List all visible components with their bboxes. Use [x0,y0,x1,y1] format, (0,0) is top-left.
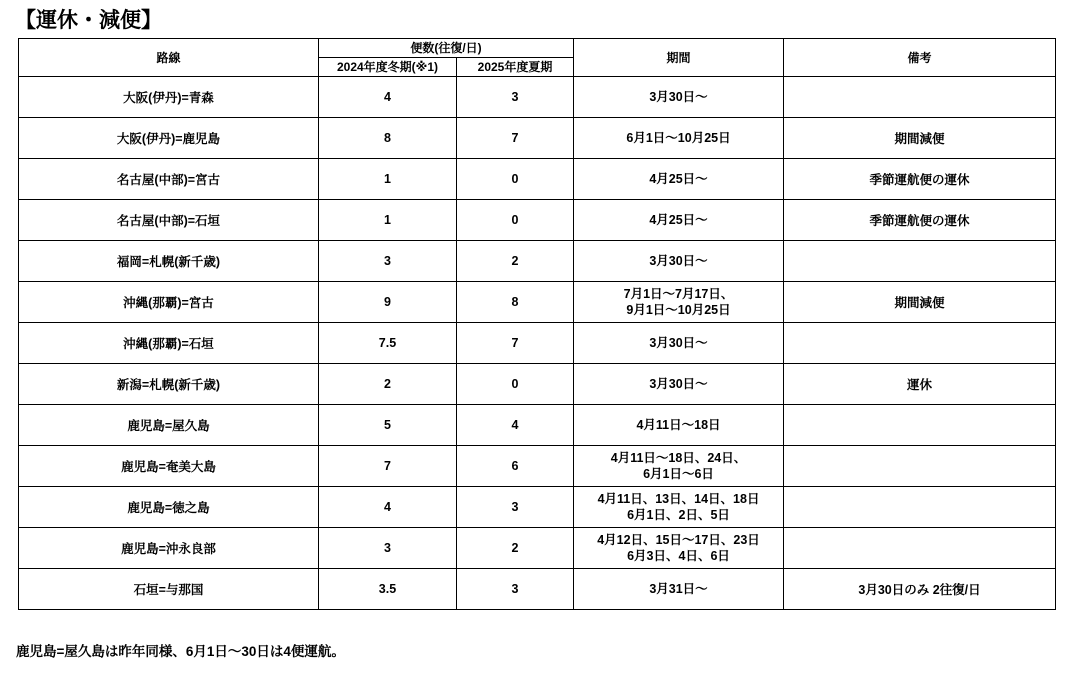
cell-route: 沖縄(那覇)=宮古 [19,282,319,323]
col-header-winter-2024: 2024年度冬期(※1) [319,58,457,77]
cell-summer-2025: 6 [457,446,574,487]
period-line: 4月25日～ [649,172,708,186]
header-row-1 [19,39,1056,58]
period-line: 6月1日～10月25日 [626,131,731,145]
table-row [19,446,1056,487]
table-row [19,569,1056,610]
cell-remarks: 季節運航便の運休 [784,200,1056,241]
cell-winter-2024: 7 [319,446,457,487]
table-row [19,282,1056,323]
period-line: 4月11日～18日 [636,418,721,432]
cell-period [574,446,784,487]
cell-remarks: 運休 [784,364,1056,405]
period-line: 4月11日～18日、24日、 [610,451,747,465]
period-line: 3月30日～ [649,254,708,268]
cell-summer-2025: 8 [457,282,574,323]
cell-period [574,528,784,569]
cell-period [574,323,784,364]
cell-summer-2025: 7 [457,323,574,364]
cell-period [574,159,784,200]
cell-winter-2024: 8 [319,118,457,159]
col-header-route: 路線 [19,39,319,77]
cell-route: 鹿児島=奄美大島 [19,446,319,487]
cell-period [574,569,784,610]
cell-remarks [784,528,1056,569]
cell-winter-2024: 3.5 [319,569,457,610]
period-line: 6月1日、2日、5日 [627,508,730,522]
cell-summer-2025: 0 [457,200,574,241]
cell-summer-2025: 4 [457,405,574,446]
cell-route: 大阪(伊丹)=青森 [19,77,319,118]
cell-route: 新潟=札幌(新千歳) [19,364,319,405]
period-line: 4月25日～ [649,213,708,227]
period-line: 6月3日、4日、6日 [627,549,730,563]
cell-winter-2024: 2 [319,364,457,405]
table-row [19,405,1056,446]
cell-winter-2024: 1 [319,200,457,241]
cell-winter-2024: 7.5 [319,323,457,364]
period-line: 3月30日～ [649,377,708,391]
table-row [19,241,1056,282]
period-line: 6月1日～6日 [643,467,714,481]
cell-summer-2025: 0 [457,159,574,200]
table-row [19,159,1056,200]
cell-period [574,405,784,446]
table-row [19,118,1056,159]
table-row [19,323,1056,364]
cell-period [574,200,784,241]
cell-summer-2025: 3 [457,77,574,118]
cell-route: 石垣=与那国 [19,569,319,610]
suspension-reduction-table [18,38,1056,610]
cell-remarks [784,405,1056,446]
cell-summer-2025: 2 [457,528,574,569]
cell-winter-2024: 5 [319,405,457,446]
table-row [19,200,1056,241]
col-header-remarks: 備考 [784,39,1056,77]
table-row [19,528,1056,569]
period-line: 9月1日～10月25日 [626,303,731,317]
cell-winter-2024: 3 [319,528,457,569]
page-title: 【運休・減便】 [15,9,162,32]
table-body [19,77,1056,610]
cell-winter-2024: 3 [319,241,457,282]
cell-winter-2024: 1 [319,159,457,200]
cell-winter-2024: 4 [319,77,457,118]
cell-period [574,364,784,405]
cell-summer-2025: 3 [457,569,574,610]
cell-remarks [784,241,1056,282]
period-line: 4月12日、15日～17日、23日 [597,533,760,547]
cell-summer-2025: 2 [457,241,574,282]
cell-winter-2024: 4 [319,487,457,528]
cell-remarks [784,323,1056,364]
footnote: 鹿児島=屋久島は昨年同様、6月1日～30日は4便運航。 [16,644,345,659]
cell-summer-2025: 7 [457,118,574,159]
cell-route: 鹿児島=徳之島 [19,487,319,528]
cell-period [574,282,784,323]
cell-remarks: 期間減便 [784,282,1056,323]
col-header-period: 期間 [574,39,784,77]
cell-route: 名古屋(中部)=宮古 [19,159,319,200]
table-row [19,487,1056,528]
cell-route: 鹿児島=屋久島 [19,405,319,446]
cell-summer-2025: 0 [457,364,574,405]
cell-route: 名古屋(中部)=石垣 [19,200,319,241]
col-header-summer-2025: 2025年度夏期 [457,58,574,77]
cell-remarks: 3月30日のみ 2往復/日 [784,569,1056,610]
cell-remarks: 期間減便 [784,118,1056,159]
table-header [19,39,1056,77]
table-row [19,77,1056,118]
cell-remarks: 季節運航便の運休 [784,159,1056,200]
cell-period [574,118,784,159]
cell-summer-2025: 3 [457,487,574,528]
table-row [19,364,1056,405]
period-line: 3月30日～ [649,90,708,104]
cell-period [574,487,784,528]
cell-route: 福岡=札幌(新千歳) [19,241,319,282]
cell-period [574,77,784,118]
cell-remarks [784,77,1056,118]
cell-route: 大阪(伊丹)=鹿児島 [19,118,319,159]
cell-winter-2024: 9 [319,282,457,323]
cell-remarks [784,487,1056,528]
cell-route: 沖縄(那覇)=石垣 [19,323,319,364]
col-header-flights-group: 便数(往復/日) [319,39,574,58]
period-line: 3月30日～ [649,336,708,350]
period-line: 7月1日～7月17日、 [623,287,734,301]
cell-period [574,241,784,282]
cell-remarks [784,446,1056,487]
period-line: 4月11日、13日、14日、18日 [597,492,760,506]
cell-route: 鹿児島=沖永良部 [19,528,319,569]
period-line: 3月31日～ [649,582,708,596]
